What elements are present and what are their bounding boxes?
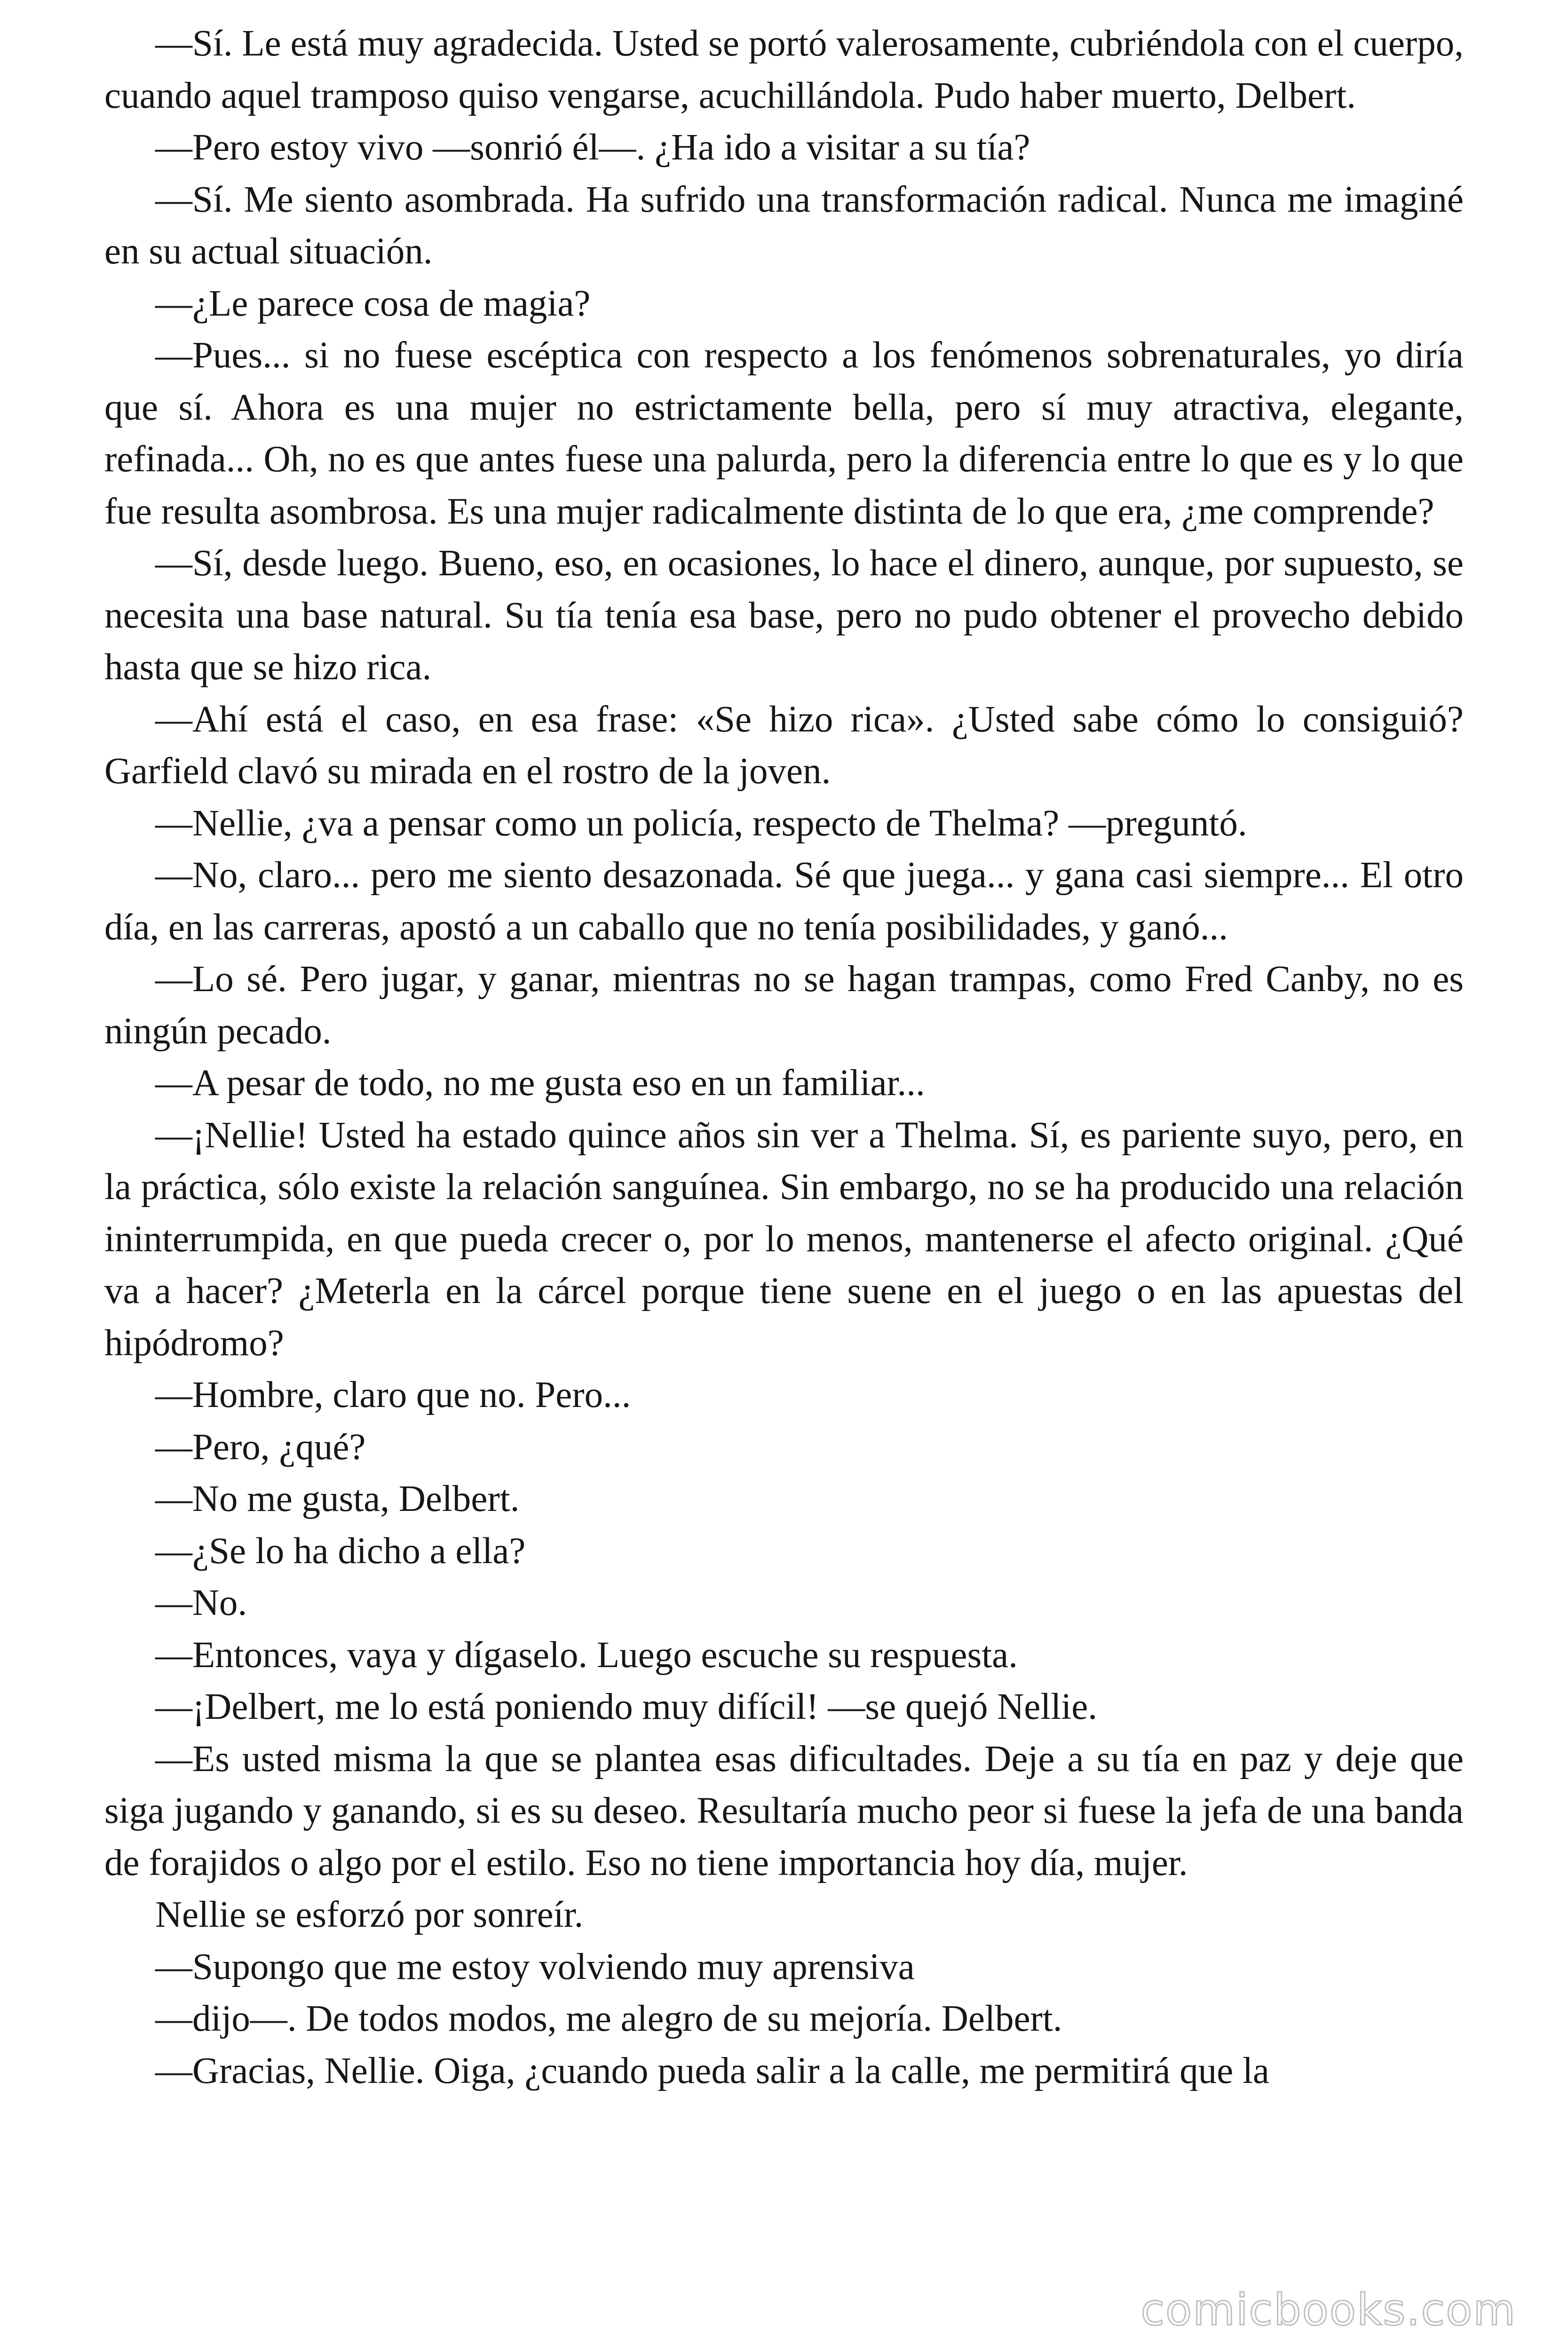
paragraph: —Es usted misma la que se plantea esas dificultades. Deje a su tía en paz y deje que siga jugando y ganando, si es su deseo. Resultaría mucho peor si fuese la jefa de una banda de forajidos o algo por el estilo. Eso no tiene importancia hoy día, mujer. (104, 1738, 1464, 1883)
book-page (104, 18, 1464, 2097)
paragraph: —Nellie, ¿va a pensar como un policía, respecto de Thelma? —preguntó. (155, 803, 1247, 844)
watermark: comicbooks.com (1140, 2285, 1516, 2335)
paragraph: —¿Le parece cosa de magia? (155, 283, 591, 324)
paragraph: —Pero, ¿qué? (155, 1426, 366, 1468)
paragraph: —Sí. Le está muy agradecida. Usted se portó valerosamente, cubriéndola con el cuerpo, cuando aquel tramposo quiso vengarse, acuchillándola. Pudo haber muerto, Delbert. (104, 23, 1464, 116)
paragraph: —Pues... si no fuese escéptica con respecto a los fenómenos sobrenaturales, yo diría que sí. Ahora es una mujer no estrictamente bella, pero sí muy atractiva, elegante, refinada... Oh, no es que antes fuese una palurda, pero la diferencia entre lo que es y lo que fue resulta asombrosa. Es una mujer radicalmente distinta de lo que era, ¿me comprende? (104, 335, 1464, 532)
paragraph: —No me gusta, Delbert. (155, 1478, 520, 1519)
paragraph: —No, claro... pero me siento desazonada. Sé que juega... y gana casi siempre... El otro día, en las carreras, apostó a un caballo que no tenía posibilidades, y ganó... (104, 855, 1464, 948)
paragraph: —Ahí está el caso, en esa frase: «Se hizo rica». ¿Usted sabe cómo lo consiguió? Garfield clavó su mirada en el rostro de la joven. (104, 699, 1464, 792)
paragraph: Nellie se esforzó por sonreír. (155, 1894, 584, 1935)
paragraph: —Hombre, claro que no. Pero... (155, 1375, 631, 1415)
paragraph: —Sí. Me siento asombrada. Ha sufrido una transformación radical. Nunca me imaginé en su actual situación. (104, 179, 1464, 272)
paragraph: —¡Delbert, me lo está poniendo muy difícil! —se quejó Nellie. (155, 1686, 1098, 1727)
paragraph: —¿Se lo ha dicho a ella? (155, 1530, 526, 1572)
paragraph: —Sí, desde luego. Bueno, eso, en ocasiones, lo hace el dinero, aunque, por supuesto, se necesita una base natural. Su tía tenía esa base, pero no pudo obtener el provecho debido hasta que se hizo rica. (104, 543, 1464, 688)
paragraph: —Gracias, Nellie. Oiga, ¿cuando pueda salir a la calle, me permitirá que la (155, 2050, 1269, 2091)
paragraph: —A pesar de todo, no me gusta eso en un familiar... (155, 1063, 925, 1104)
paragraph: —Lo sé. Pero jugar, y ganar, mientras no se hagan trampas, como Fred Canby, no es ningún pecado. (104, 959, 1464, 1052)
paragraph: —Entonces, vaya y dígaselo. Luego escuche su respuesta. (155, 1634, 1018, 1676)
paragraph: —¡Nellie! Usted ha estado quince años sin ver a Thelma. Sí, es pariente suyo, pero, en la práctica, sólo existe la relación sanguínea. Sin embargo, no se ha producido una relación ininterrumpida, en que pueda crecer o, por lo menos, mantenerse el afecto original. ¿Qué va a hacer? ¿Meterla en la cárcel porque tiene suene en el juego o en las apuestas del hipódromo? (104, 1114, 1464, 1364)
paragraph: —Pero estoy vivo —sonrió él—. ¿Ha ido a visitar a su tía? (155, 127, 1030, 168)
paragraph: —Supongo que me estoy volviendo muy aprensiva (155, 1946, 915, 1987)
paragraph: —No. (155, 1582, 247, 1623)
paragraph: —dijo—. De todos modos, me alegro de su mejoría. Delbert. (155, 1998, 1062, 2039)
